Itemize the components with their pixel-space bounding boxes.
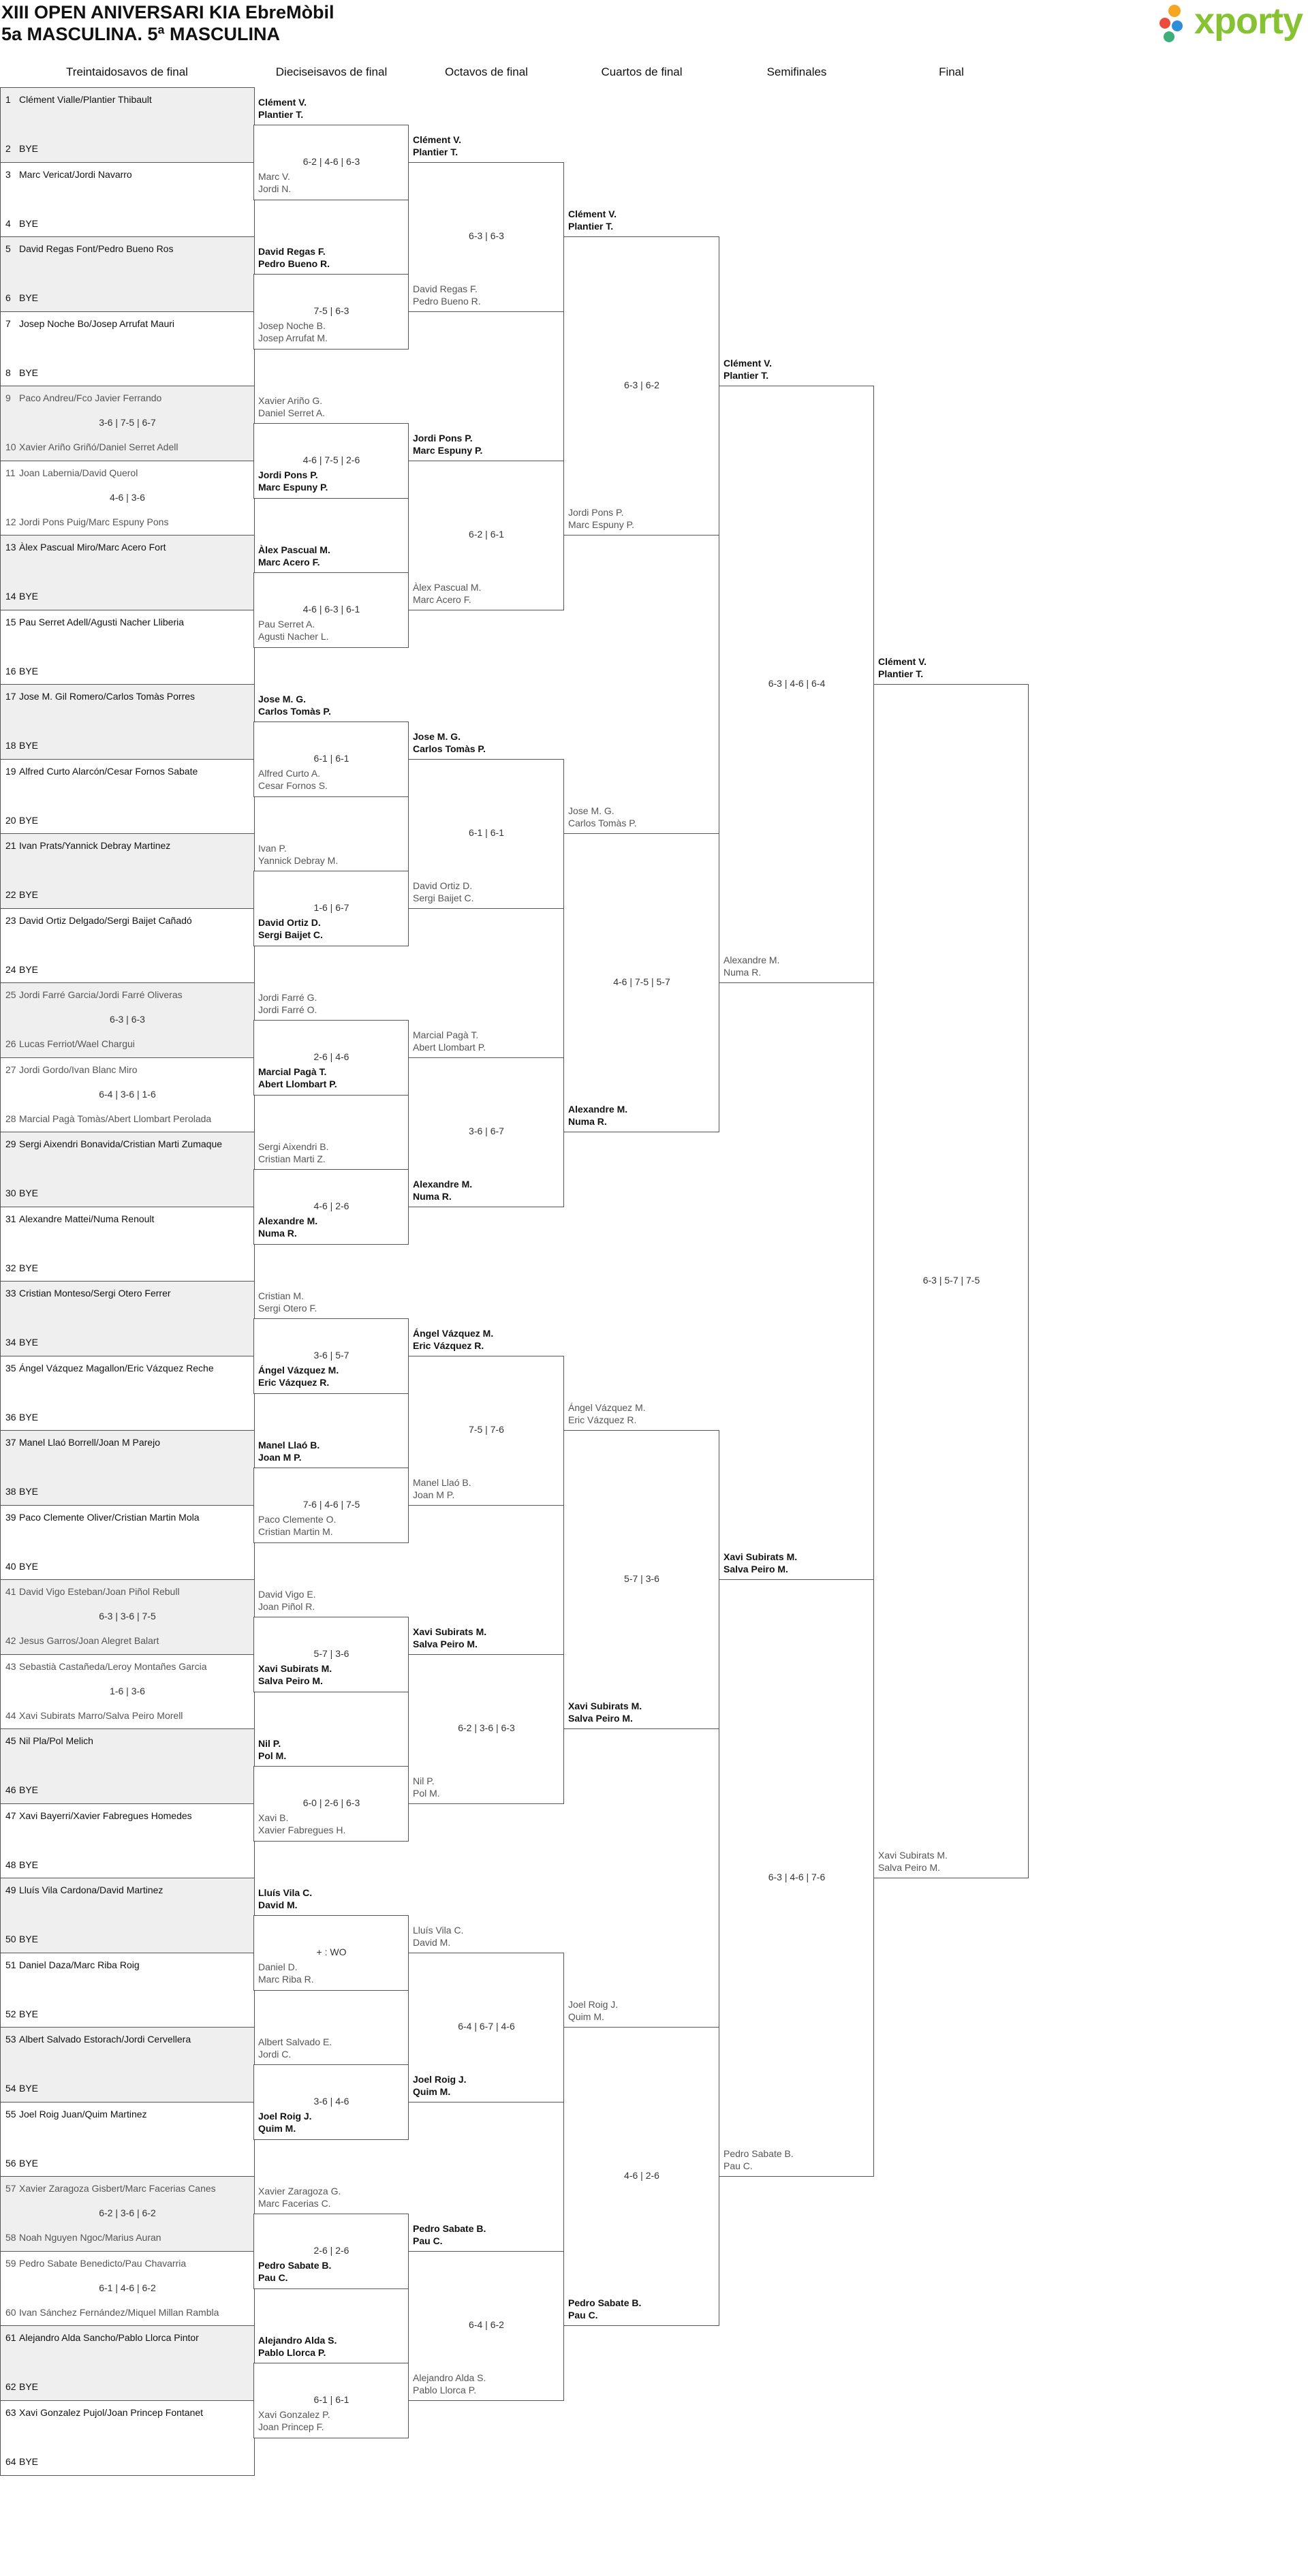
team-name[interactable]: Jordi Pons P. Marc Espuny P. bbox=[413, 433, 483, 456]
team-name[interactable]: Manel Llaó B. Joan M P. bbox=[413, 1477, 471, 1500]
team-entry[interactable]: 35 Ángel Vázquez Magallon/Eric Vázquez Reche bbox=[5, 1363, 214, 1374]
team-entry[interactable]: 8 BYE bbox=[5, 367, 39, 378]
round-header: Octavos de final bbox=[445, 65, 528, 78]
match-score: 5-7 | 3-6 bbox=[624, 1573, 659, 1584]
team-entry[interactable]: 39 Paco Clemente Oliver/Cristian Martin Mola bbox=[5, 1512, 200, 1523]
team-entry[interactable]: 48 BYE bbox=[5, 1859, 39, 1870]
team-name[interactable]: Daniel D. Marc Riba R. bbox=[258, 1961, 314, 1985]
team-entry[interactable]: 51 Daniel Daza/Marc Riba Roig bbox=[5, 1959, 140, 1970]
team-name[interactable]: Marcial Pagà T. Abert Llombart P. bbox=[258, 1066, 337, 1089]
team-entry[interactable]: 42 Jesus Garros/Joan Alegret Balart bbox=[5, 1635, 159, 1646]
match-score: 4-6 | 7-5 | 2-6 bbox=[302, 454, 360, 465]
team-entry[interactable]: 4 BYE bbox=[5, 218, 39, 229]
team-entry[interactable]: 27 Jordi Gordo/Ivan Blanc Miro bbox=[5, 1064, 138, 1075]
match-score: 5-7 | 3-6 bbox=[313, 1648, 349, 1659]
match-score: 6-4 | 6-2 bbox=[469, 2319, 504, 2330]
team-name[interactable]: Nil P. Pol M. bbox=[413, 1775, 440, 1799]
team-name[interactable]: Alexandre M. Numa R. bbox=[723, 955, 780, 978]
team-entry[interactable]: 18 BYE bbox=[5, 740, 39, 751]
round-header: Dieciseisavos de final bbox=[275, 65, 388, 78]
team-entry[interactable]: 37 Manel Llaó Borrell/Joan M Parejo bbox=[5, 1437, 160, 1448]
team-name[interactable]: Jordi Farré G. Jordi Farré O. bbox=[258, 992, 317, 1015]
team-name[interactable]: Xavi Gonzalez P. Joan Princep F. bbox=[258, 2409, 330, 2432]
team-name[interactable]: Xavi Subirats M. Salva Peiro M. bbox=[413, 1626, 487, 1649]
match-score: 6-1 | 6-1 bbox=[469, 827, 504, 838]
team-entry[interactable]: 55 Joel Roig Juan/Quim Martinez bbox=[5, 2109, 147, 2120]
team-name[interactable]: Jose M. G. Carlos Tomàs P. bbox=[413, 731, 486, 754]
team-entry[interactable]: 31 Alexandre Mattei/Numa Renoult bbox=[5, 1213, 155, 1224]
team-entry[interactable]: 3 Marc Vericat/Jordi Navarro bbox=[5, 169, 132, 180]
team-name[interactable]: Xavier Zaragoza G. Marc Facerias C. bbox=[258, 2186, 341, 2209]
team-entry[interactable]: 52 BYE bbox=[5, 2008, 39, 2019]
team-name[interactable]: Ángel Vázquez M. Eric Vázquez R. bbox=[258, 1365, 339, 1388]
team-entry[interactable]: 30 BYE bbox=[5, 1188, 39, 1198]
match-score: 6-3 | 4-6 | 6-4 bbox=[768, 678, 826, 689]
team-entry[interactable]: 53 Albert Salvado Estorach/Jordi Cervellera bbox=[5, 2034, 191, 2045]
team-entry[interactable]: 36 BYE bbox=[5, 1412, 39, 1423]
match-score: 7-5 | 7-6 bbox=[469, 1424, 504, 1435]
match-score: 6-3 | 5-7 | 7-5 bbox=[922, 1275, 980, 1286]
match-score: 2-6 | 4-6 bbox=[313, 1051, 349, 1062]
team-entry[interactable]: 56 BYE bbox=[5, 2158, 39, 2169]
team-entry[interactable]: 43 Sebastià Castañeda/Leroy Montañes Garcia bbox=[5, 1661, 207, 1672]
match-score: 6-3 | 6-3 bbox=[110, 1014, 145, 1025]
team-name[interactable]: David Vigo E. Joan Piñol R. bbox=[258, 1589, 316, 1612]
match-score: 3-6 | 5-7 bbox=[313, 1350, 349, 1361]
team-entry[interactable]: 64 BYE bbox=[5, 2456, 39, 2467]
team-name[interactable]: Josep Noche B. Josep Arrufat M. bbox=[258, 320, 328, 343]
team-entry[interactable]: 16 BYE bbox=[5, 666, 39, 677]
team-name[interactable]: Clément V. Plantier T. bbox=[258, 97, 307, 120]
logo-text: xporty bbox=[1194, 1, 1303, 42]
match-score: 4-6 | 6-3 | 6-1 bbox=[302, 604, 360, 615]
team-name[interactable]: Pedro Sabate B. Pau C. bbox=[258, 2260, 332, 2283]
team-entry[interactable]: 40 BYE bbox=[5, 1561, 39, 1572]
team-name[interactable]: Ángel Vázquez M. Eric Vázquez R. bbox=[568, 1402, 646, 1425]
team-name[interactable]: David Regas F. Pedro Bueno R. bbox=[413, 283, 481, 307]
team-entry[interactable]: 58 Noah Nguyen Ngoc/Marius Auran bbox=[5, 2232, 161, 2243]
match-score: 3-6 | 6-7 bbox=[469, 1126, 504, 1136]
team-entry[interactable]: 21 Ivan Prats/Yannick Debray Martinez bbox=[5, 840, 171, 851]
team-name[interactable]: Nil P. Pol M. bbox=[258, 1738, 287, 1761]
team-name[interactable]: Manel Llaó B. Joan M P. bbox=[258, 1440, 320, 1463]
match-score: 2-6 | 2-6 bbox=[313, 2245, 349, 2256]
match-score: 6-1 | 6-1 bbox=[313, 2394, 349, 2405]
team-entry[interactable]: 59 Pedro Sabate Benedicto/Pau Chavarria bbox=[5, 2258, 187, 2269]
match-score: 6-4 | 6-7 | 4-6 bbox=[458, 2021, 515, 2032]
team-entry[interactable]: 57 Xavier Zaragoza Gisbert/Marc Facerias Canes bbox=[5, 2183, 216, 2194]
team-entry[interactable]: 1 Clément Vialle/Plantier Thibault bbox=[5, 94, 152, 105]
match-score: + : WO bbox=[316, 1946, 347, 1957]
round-header: Treintaidosavos de final bbox=[66, 65, 188, 78]
team-entry[interactable]: 45 Nil Pla/Pol Melich bbox=[5, 1735, 93, 1746]
team-entry[interactable]: 7 Josep Noche Bo/Josep Arrufat Mauri bbox=[5, 318, 175, 329]
team-name[interactable]: David Ortiz D. Sergi Baijet C. bbox=[258, 917, 323, 940]
match-score: 3-6 | 7-5 | 6-7 bbox=[99, 417, 156, 428]
match-score: 4-6 | 7-5 | 5-7 bbox=[613, 976, 670, 987]
team-entry[interactable]: 25 Jordi Farré Garcia/Jordi Farré Oliveras bbox=[5, 989, 183, 1000]
team-name[interactable]: Xavi Subirats M. Salva Peiro M. bbox=[258, 1663, 332, 1686]
match-score: 6-2 | 4-6 | 6-3 bbox=[302, 156, 360, 167]
match-score: 6-1 | 4-6 | 6-2 bbox=[99, 2282, 156, 2293]
team-entry[interactable]: 14 BYE bbox=[5, 591, 39, 602]
xporty-logo[interactable] bbox=[1157, 1, 1307, 48]
team-entry[interactable]: 44 Xavi Subirats Marro/Salva Peiro Morell bbox=[5, 1710, 183, 1721]
match-score: 7-5 | 6-3 bbox=[313, 305, 349, 316]
match-score: 3-6 | 4-6 bbox=[313, 2096, 349, 2107]
team-entry[interactable]: 22 BYE bbox=[5, 889, 39, 900]
team-name[interactable]: Lluís Vila C. David M. bbox=[413, 1925, 464, 1948]
team-entry[interactable]: 12 Jordi Pons Puig/Marc Espuny Pons bbox=[5, 516, 169, 527]
round-header: Cuartos de final bbox=[601, 65, 683, 78]
match-score: 4-6 | 2-6 bbox=[313, 1200, 349, 1211]
team-entry[interactable]: 61 Alejandro Alda Sancho/Pablo Llorca Pintor bbox=[5, 2332, 199, 2343]
match-score: 6-2 | 6-1 bbox=[469, 529, 504, 540]
team-name[interactable]: Jordi Pons P. Marc Espuny P. bbox=[568, 507, 635, 530]
team-name[interactable]: Ángel Vázquez M. Eric Vázquez R. bbox=[413, 1328, 494, 1351]
team-name[interactable]: Joel Roig J. Quim M. bbox=[568, 1999, 619, 2022]
team-name[interactable]: Pedro Sabate B. Pau C. bbox=[413, 2223, 486, 2246]
team-name[interactable]: Jose M. G. Carlos Tomàs P. bbox=[258, 694, 331, 717]
team-name[interactable]: Xavi Subirats M. Salva Peiro M. bbox=[568, 1701, 642, 1724]
match-score: 4-6 | 2-6 bbox=[624, 2170, 659, 2181]
match-score: 4-6 | 3-6 bbox=[110, 492, 145, 503]
team-name[interactable]: Xavier Ariño G. Daniel Serret A. bbox=[258, 395, 326, 418]
team-name[interactable]: Xavi Subirats M. Salva Peiro M. bbox=[723, 1551, 798, 1574]
team-name[interactable]: Pedro Sabate B. Pau C. bbox=[568, 2297, 642, 2321]
team-entry[interactable]: 47 Xavi Bayerri/Xavier Fabregues Homedes bbox=[5, 1810, 192, 1821]
team-entry[interactable]: 54 BYE bbox=[5, 2083, 39, 2094]
team-entry[interactable]: 11 Joan Labernia/David Querol bbox=[5, 467, 138, 478]
team-name[interactable]: Albert Salvado E. Jordi C. bbox=[258, 2036, 332, 2060]
team-name[interactable]: Alexandre M. Numa R. bbox=[568, 1104, 628, 1127]
match-score: 6-2 | 3-6 | 6-3 bbox=[458, 1722, 515, 1733]
team-name[interactable]: Xavi B. Xavier Fabregues H. bbox=[258, 1812, 346, 1835]
team-name[interactable]: Lluís Vila C. David M. bbox=[258, 1887, 313, 1910]
team-name[interactable]: Pedro Sabate B. Pau C. bbox=[723, 2148, 794, 2171]
match-score: 6-3 | 4-6 | 7-6 bbox=[768, 1872, 826, 1882]
match-score: 6-0 | 2-6 | 6-3 bbox=[302, 1797, 360, 1808]
team-name[interactable]: Cristian M. Sergi Otero F. bbox=[258, 1290, 317, 1314]
team-entry[interactable]: 49 Lluís Vila Cardona/David Martinez bbox=[5, 1884, 164, 1895]
team-name[interactable]: David Ortiz D. Sergi Baijet C. bbox=[413, 880, 474, 903]
team-entry[interactable]: 17 Jose M. Gil Romero/Carlos Tomàs Porres bbox=[5, 691, 196, 702]
team-entry[interactable]: 9 Paco Andreu/Fco Javier Ferrando bbox=[5, 392, 162, 403]
team-name[interactable]: Ivan P. Yannick Debray M. bbox=[258, 843, 339, 866]
team-entry[interactable]: 50 BYE bbox=[5, 1934, 39, 1944]
team-entry[interactable]: 60 Ivan Sánchez Fernández/Miquel Millan Rambla bbox=[5, 2307, 219, 2318]
team-name[interactable]: Àlex Pascual M. Marc Acero F. bbox=[258, 544, 330, 568]
match-score: 1-6 | 3-6 bbox=[110, 1686, 145, 1696]
team-entry[interactable]: 29 Sergi Aixendri Bonavida/Cristian Marti Zumaque bbox=[5, 1138, 223, 1149]
team-entry[interactable]: 13 Àlex Pascual Miro/Marc Acero Fort bbox=[5, 542, 166, 553]
team-entry[interactable]: 33 Cristian Monteso/Sergi Otero Ferrer bbox=[5, 1288, 171, 1299]
page-title: XIII OPEN ANIVERSARI KIA EbreMòbil bbox=[1, 2, 334, 22]
team-name[interactable]: Clément V. Plantier T. bbox=[413, 134, 462, 157]
team-entry[interactable]: 23 David Ortiz Delgado/Sergi Baijet Cañadó bbox=[5, 915, 192, 926]
team-name[interactable]: Clément V. Plantier T. bbox=[568, 208, 617, 232]
team-name[interactable]: Paco Clemente O. Cristian Martin M. bbox=[258, 1514, 337, 1537]
match-score: 1-6 | 6-7 bbox=[313, 902, 349, 913]
team-entry[interactable]: 46 BYE bbox=[5, 1784, 39, 1795]
team-name[interactable]: Clément V. Plantier T. bbox=[878, 656, 927, 679]
logo-dots-icon bbox=[1157, 1, 1198, 48]
team-entry[interactable]: 15 Pau Serret Adell/Agusti Nacher Lliberia bbox=[5, 617, 185, 627]
team-name[interactable]: Sergi Aixendri B. Cristian Marti Z. bbox=[258, 1141, 329, 1164]
team-name[interactable]: Alexandre M. Numa R. bbox=[258, 1215, 318, 1239]
team-name[interactable]: Pau Serret A. Agusti Nacher L. bbox=[258, 619, 329, 642]
match-score: 6-3 | 6-2 bbox=[624, 379, 659, 390]
round-header: Final bbox=[939, 65, 964, 78]
team-name[interactable]: Joel Roig J. Quim M. bbox=[258, 2111, 312, 2134]
team-entry[interactable]: 41 David Vigo Esteban/Joan Piñol Rebull bbox=[5, 1586, 180, 1597]
team-name[interactable]: Jordi Pons P. Marc Espuny P. bbox=[258, 469, 328, 493]
match-score: 6-3 | 6-3 bbox=[469, 230, 504, 241]
team-entry[interactable]: 5 David Regas Font/Pedro Bueno Ros bbox=[5, 243, 174, 254]
page-subtitle: 5a MASCULINA. 5ª MASCULINA bbox=[1, 24, 281, 44]
team-name[interactable]: Alfred Curto A. Cesar Fornos S. bbox=[258, 768, 328, 791]
team-entry[interactable]: 20 BYE bbox=[5, 815, 39, 826]
team-name[interactable]: Joel Roig J. Quim M. bbox=[413, 2074, 467, 2097]
team-entry[interactable]: 63 Xavi Gonzalez Pujol/Joan Princep Fontanet bbox=[5, 2407, 204, 2418]
match-score: 6-4 | 3-6 | 1-6 bbox=[99, 1089, 156, 1100]
team-entry[interactable]: 28 Marcial Pagà Tomàs/Abert Llombart Perolada bbox=[5, 1113, 212, 1124]
team-entry[interactable]: 38 BYE bbox=[5, 1486, 39, 1497]
team-name[interactable]: Alexandre M. Numa R. bbox=[413, 1179, 473, 1202]
team-entry[interactable]: 26 Lucas Ferriot/Wael Chargui bbox=[5, 1038, 135, 1049]
team-name[interactable]: Xavi Subirats M. Salva Peiro M. bbox=[878, 1850, 948, 1873]
match-score: 6-3 | 3-6 | 7-5 bbox=[99, 1611, 156, 1621]
team-name[interactable]: Àlex Pascual M. Marc Acero F. bbox=[413, 582, 482, 605]
team-name[interactable]: Jose M. G. Carlos Tomàs P. bbox=[568, 805, 637, 828]
team-entry[interactable]: 62 BYE bbox=[5, 2381, 39, 2392]
team-entry[interactable]: 19 Alfred Curto Alarcón/Cesar Fornos Sabate bbox=[5, 766, 198, 777]
team-name[interactable]: Marc V. Jordi N. bbox=[258, 171, 292, 194]
team-name[interactable]: Clément V. Plantier T. bbox=[723, 358, 773, 381]
team-entry[interactable]: 2 BYE bbox=[5, 143, 39, 154]
team-name[interactable]: Marcial Pagà T. Abert Llombart P. bbox=[413, 1029, 486, 1053]
round-header: Semifinales bbox=[766, 65, 827, 78]
team-name[interactable]: Alejandro Alda S. Pablo Llorca P. bbox=[413, 2372, 486, 2395]
team-name[interactable]: Alejandro Alda S. Pablo Llorca P. bbox=[258, 2335, 337, 2358]
team-entry[interactable]: 32 BYE bbox=[5, 1262, 39, 1273]
team-entry[interactable]: 34 BYE bbox=[5, 1337, 39, 1348]
team-entry[interactable]: 24 BYE bbox=[5, 964, 39, 975]
team-name[interactable]: David Regas F. Pedro Bueno R. bbox=[258, 246, 330, 269]
match-score: 6-2 | 3-6 | 6-2 bbox=[99, 2207, 156, 2218]
match-score: 6-1 | 6-1 bbox=[313, 753, 349, 764]
team-entry[interactable]: 6 BYE bbox=[5, 292, 39, 303]
team-entry[interactable]: 10 Xavier Ariño Griñó/Daniel Serret Adell bbox=[5, 441, 178, 452]
match-score: 7-6 | 4-6 | 7-5 bbox=[302, 1499, 360, 1510]
